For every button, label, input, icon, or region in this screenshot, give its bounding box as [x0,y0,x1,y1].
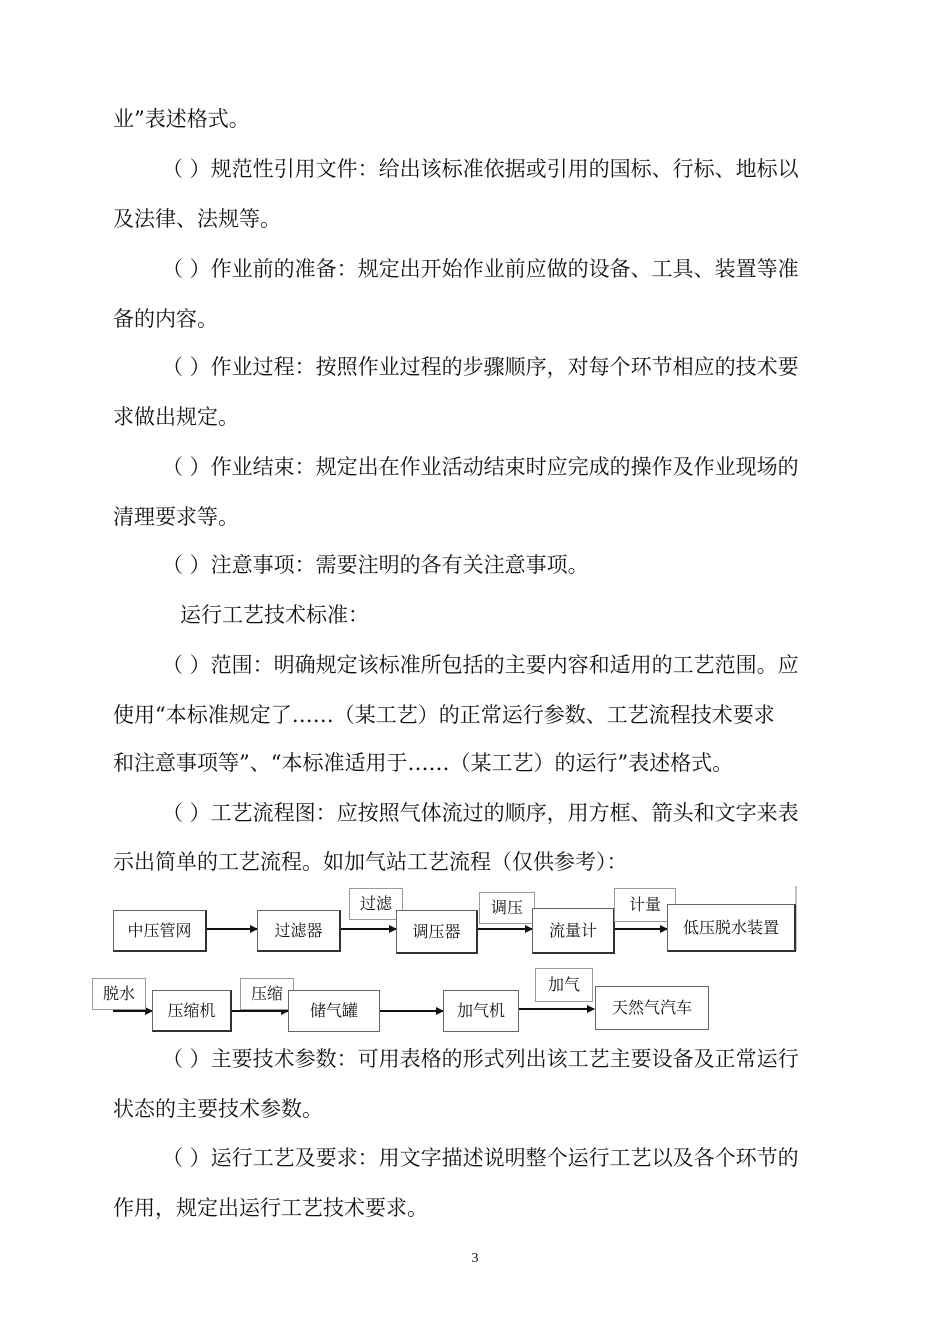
paragraph-line: 状态的主要技术参数。 [113,1097,323,1121]
paragraph-line: （ ）工艺流程图：应按照气体流过的顺序，用方框、箭头和文字来表 [162,801,799,825]
label-tiaoya [479,892,535,924]
box-label: 中压管网 [127,920,192,940]
arrow-label: 压缩 [250,984,283,1003]
box-zhongya-guanwang [113,910,207,952]
paragraph-line: （ ）作业结束：规定出在作业活动结束时应完成的操作及作业现场的 [162,455,799,479]
paragraph-line: （ ）规范性引用文件：给出该标准依据或引用的国标、行标、地标以 [162,157,799,181]
arrow-label: 脱水 [102,984,135,1003]
box-label: 储气罐 [309,1001,358,1020]
box-diya-tuoshui-zhuangzhi [667,904,796,952]
box-tianranqi-qiche [595,986,709,1030]
box-label: 低压脱水装置 [682,917,779,937]
box-jiaqiji [443,990,519,1032]
box-label: 天然气汽车 [611,998,692,1017]
paragraph-line: 和注意事项等”、“本标准适用于……（某工艺）的运行”表述格式。 [113,751,734,775]
paragraph-line: 业”表述格式。 [113,107,250,131]
paragraph-line: 使用“本标准规定了……（某工艺）的正常运行参数、工艺流程技术要求 [113,703,775,727]
paragraph-line: （ ）注意事项：需要注明的各有关注意事项。 [162,553,589,577]
paragraph-line: 作用，规定出运行工艺技术要求。 [113,1196,428,1220]
paragraph-line: （ ）作业过程：按照作业过程的步骤顺序，对每个环节相应的技术要 [162,355,799,379]
paragraph-line: （ ）主要技术参数：可用表格的形式列出该工艺主要设备及正常运行 [162,1047,799,1071]
paragraph-line: （ ）范围：明确规定该标准所包括的主要内容和适用的工艺范围。应 [162,653,799,677]
box-tiaoyaqi [396,910,478,954]
paragraph-line: （ ）运行工艺及要求：用文字描述说明整个运行工艺以及各个环节的 [162,1146,799,1170]
paragraph-line: 清理要求等。 [113,505,239,529]
page-number: 3 [471,1251,479,1266]
arrow-label: 加气 [547,975,580,994]
box-label: 加气机 [456,1001,505,1020]
box-chuqiguan [288,990,380,1032]
box-label: 过滤器 [274,920,323,940]
box-label: 调压器 [412,921,461,941]
box-liuliangji [532,908,615,954]
paragraph-line: 及法律、法规等。 [113,207,281,231]
box-guolvqi [257,910,341,952]
box-yasuoji [152,990,232,1032]
arrow-label: 计量 [628,895,661,914]
section-heading: 运行工艺技术标准： [180,603,369,627]
paragraph-line: 求做出规定。 [113,405,239,429]
label-tuoshui [92,978,146,1010]
paragraph-line: （ ）作业前的准备：规定出开始作业前应做的设备、工具、装置等准 [162,257,799,281]
paragraph-line: 备的内容。 [113,307,218,331]
arrow-label: 调压 [490,898,523,917]
label-jiaqi [535,968,593,1002]
box-label: 流量计 [548,920,597,940]
label-guolv [349,888,403,920]
box-label: 压缩机 [167,1000,216,1020]
label-yasuo [240,978,294,1010]
arrow-label: 过滤 [359,894,392,913]
paragraph-line: 示出简单的工艺流程。如加气站工艺流程（仅供参考）： [113,850,628,874]
